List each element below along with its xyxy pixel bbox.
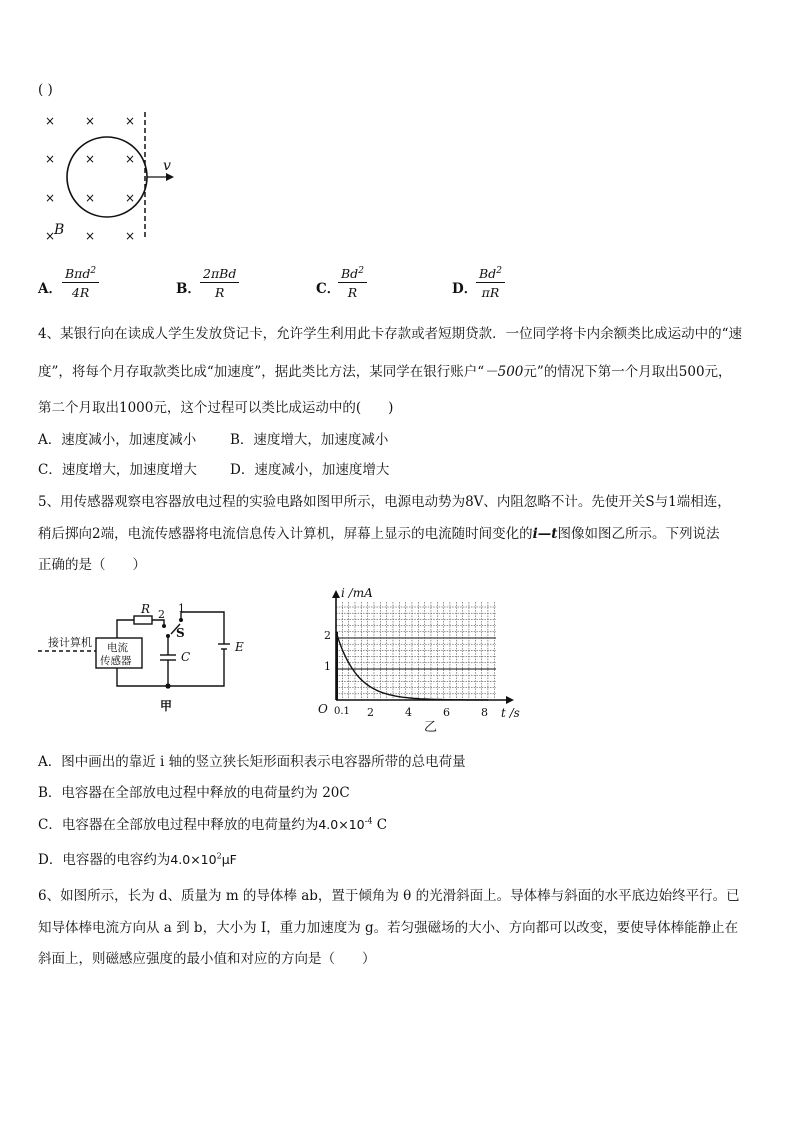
- option-letter: C．: [316, 281, 341, 297]
- current-time-graph: [314, 586, 529, 735]
- q6-stem-line1: 6、如图所示，长为 d、质量为 m 的导体棒 ab，置于倾角为 θ 的光滑斜面上。导体棒与斜面的水平底边始终平行。已: [38, 888, 740, 904]
- q5-line2-text: 稍后掷向2端，电流传感器将电流信息传入计算机，屏幕上显示的电流随时间变化的: [38, 526, 533, 542]
- fraction-numerator: Bd: [341, 266, 359, 282]
- wire-junction-sensor: [117, 668, 168, 686]
- option-letter: B．: [176, 281, 201, 297]
- switch-label: S: [176, 626, 185, 640]
- fraction-denominator: 4R: [71, 285, 90, 301]
- x-tick-label: 4: [405, 706, 412, 719]
- q5-line2-text-end: 图像如图乙所示。下列说法: [557, 526, 720, 542]
- sensor-label-top: 电流: [107, 642, 128, 654]
- velocity-arrowhead: [166, 173, 174, 181]
- option-text: D．电容器的电容约为: [38, 852, 171, 868]
- capacitance-exponent: 2: [216, 851, 222, 861]
- capacitance-value: 4.0×10: [170, 852, 217, 867]
- y-tick-label: 1: [324, 660, 331, 673]
- circuit-svg: [36, 598, 251, 723]
- cross-mark: ×: [125, 152, 136, 166]
- option-fraction: [338, 266, 367, 300]
- terminal-1: [179, 618, 183, 622]
- resistor-r: [134, 616, 152, 624]
- option-text: C．电容器在全部放电过程中释放的电荷量约为: [38, 817, 319, 833]
- cross-mark: ×: [85, 114, 96, 128]
- cross-mark: ×: [125, 114, 136, 128]
- q5-it-symbol: i—t: [532, 526, 558, 542]
- circuit-caption: 甲: [160, 699, 173, 713]
- emf-label: E: [235, 640, 244, 654]
- wire-switch-battery: [181, 612, 224, 644]
- resistor-label: R: [141, 602, 151, 616]
- capacitor-label: C: [181, 650, 191, 664]
- q5-option-d[interactable]: [38, 848, 237, 868]
- fraction-denominator: R: [214, 285, 225, 300]
- numerator-exponent: 2: [496, 266, 502, 276]
- charge-exponent: -4: [364, 816, 373, 826]
- q5-stem-line3: 正确的是（ ）: [38, 557, 146, 573]
- capacitance-unit: μF: [221, 852, 237, 867]
- conducting-ring: [67, 137, 147, 217]
- y-axis-arrowhead: [332, 590, 340, 598]
- cross-mark: ×: [45, 114, 56, 128]
- terminal-1-label: 1: [178, 602, 185, 615]
- terminal-2: [162, 624, 166, 628]
- fraction-denominator: R: [347, 285, 358, 301]
- narrow-rectangle-strip: [336, 632, 338, 700]
- q5-stem-line2: [38, 522, 719, 542]
- q4-stem-line1: 4、某银行向在读成人学生发放贷记卡，允许学生利用此卡存款或者短期贷款．一位同学将卡内余额类比成运动中的“速: [38, 326, 742, 342]
- fraction-numerator: Bd: [479, 266, 497, 282]
- q4-option-b[interactable]: B．速度增大，加速度减小: [230, 432, 389, 448]
- sensor-label-bottom: 传感器: [100, 655, 132, 667]
- q6-stem-line2: 知导体棒电流方向从 a 到 b，大小为 I，重力加速度为 g。若匀强磁场的大小、方向都可以改变，要使导体棒能静止在: [38, 920, 739, 936]
- cross-mark: ×: [45, 152, 56, 166]
- velocity-label-v: v: [163, 158, 171, 174]
- wire-battery-junction: [168, 649, 224, 686]
- x-axis-label: t /s: [501, 706, 520, 720]
- circuit-diagram: [36, 598, 251, 723]
- q5-option-b[interactable]: B．电容器在全部放电过程中释放的电荷量约为 20C: [38, 785, 350, 801]
- wire-sensor-resistor: [117, 620, 134, 638]
- cross-mark: ×: [85, 229, 96, 243]
- q5-option-c[interactable]: [38, 813, 387, 833]
- fraction-numerator: Bπd: [65, 266, 91, 282]
- y-axis-label: i /mA: [341, 586, 373, 600]
- cross-mark: ×: [125, 191, 136, 205]
- q4-option-a[interactable]: A．速度减小，加速度减小: [38, 432, 197, 448]
- y-tick-label: 2: [324, 629, 331, 642]
- q3-magnetic-field-figure: [36, 108, 186, 248]
- numerator-exponent: 2: [358, 266, 364, 276]
- q5-stem-line1: 5、用传感器观察电容器放电过程的实验电路如图甲所示，电源电动势为8V、内阻忽略不计。先使开关S与1端相连，: [38, 494, 731, 510]
- charge-value: 4.0×10: [318, 817, 365, 832]
- switch-pivot: [166, 634, 170, 638]
- q4-stem-line2: [38, 360, 732, 380]
- origin-label: O: [318, 702, 328, 716]
- terminal-2-label: 2: [158, 608, 165, 621]
- q4-line2-text: 度”，将每个月存取款类比成“加速度”，据此类比方法，某同学在银行账户“: [38, 364, 485, 380]
- numerator-exponent: 2: [90, 266, 97, 276]
- cross-mark: ×: [85, 152, 96, 166]
- charge-unit: C: [372, 817, 388, 833]
- q4-line2-text-end: 元”的情况下第一个月取出500元，: [523, 364, 732, 380]
- q6-stem-line3: 斜面上，则磁感应强度的最小值和对应的方向是（ ）: [38, 951, 376, 967]
- q3-answer-paren: ( ): [38, 82, 53, 98]
- cross-mark: ×: [45, 229, 56, 243]
- x-tick-label: 0.1: [334, 706, 350, 717]
- fraction-denominator: πR: [481, 285, 500, 301]
- x-axis-arrowhead: [506, 696, 514, 704]
- option-fraction: [200, 266, 239, 300]
- option-fraction: [62, 266, 99, 300]
- x-tick-label: 6: [443, 706, 450, 719]
- cross-mark: ×: [125, 229, 136, 243]
- option-letter: D．: [452, 281, 478, 297]
- graph-caption: 乙: [424, 720, 438, 735]
- cross-mark: ×: [45, 191, 56, 205]
- q4-stem-line3: 第二个月取出1000元，这个过程可以类比成运动中的( ): [38, 400, 394, 416]
- option-letter: A．: [38, 281, 62, 297]
- fraction-numerator: 2πBd: [203, 266, 237, 281]
- option-fraction: [476, 266, 505, 300]
- junction-node: [165, 683, 170, 688]
- q5-option-a[interactable]: A．图中画出的靠近 i 轴的竖立狭长矩形面积表示电容器所带的总电荷量: [38, 754, 466, 770]
- q4-balance-value: －500: [484, 364, 524, 380]
- q4-option-d[interactable]: D．速度减小，加速度增大: [230, 462, 390, 478]
- q4-option-c[interactable]: C．速度增大，加速度增大: [38, 462, 197, 478]
- x-tick-label: 8: [481, 706, 488, 719]
- x-tick-label: 2: [367, 706, 374, 719]
- computer-label: 接计算机: [48, 636, 92, 649]
- cross-mark: ×: [85, 191, 96, 205]
- field-label-b: B: [54, 222, 65, 238]
